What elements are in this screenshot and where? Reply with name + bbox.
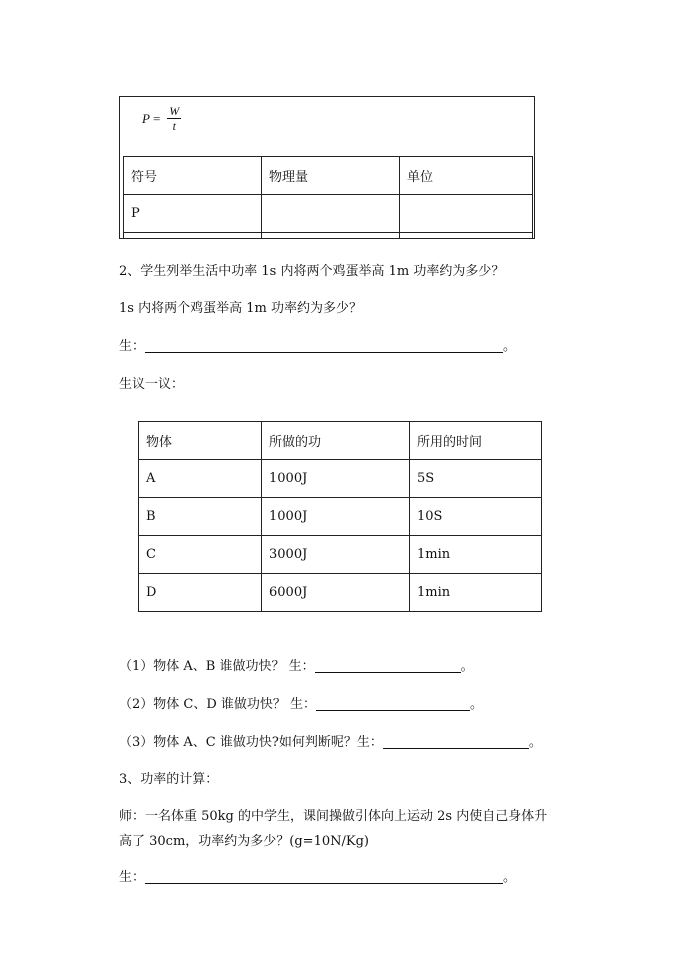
- table-cell: 1min: [410, 536, 542, 574]
- subquestion-text: （2）物体 C、D 谁做功快？ 生：: [119, 697, 317, 712]
- answer-suffix: 。: [503, 339, 517, 354]
- subquestion-text: （1）物体 A、B 谁做功快？ 生：: [119, 659, 315, 674]
- table-cell: 3000J: [262, 536, 410, 574]
- answer-blank[interactable]: [316, 698, 470, 711]
- answer-blank[interactable]: [315, 660, 461, 673]
- table-cell: P: [124, 195, 262, 233]
- formula-numerator: W: [169, 104, 180, 118]
- table-row: [139, 498, 542, 536]
- question-2-line2: 1s 内将两个鸡蛋举高 1m 功率约为多少？: [119, 301, 362, 316]
- header-cell: 符号: [124, 157, 262, 195]
- answer-blank[interactable]: [145, 340, 503, 353]
- table-cell: B: [139, 498, 262, 536]
- header-cell: 所做的功: [262, 422, 410, 460]
- table-cell: A: [139, 460, 262, 498]
- header-cell: 所用的时间: [410, 422, 542, 460]
- table-cell: D: [139, 574, 262, 612]
- table-header-row: [124, 157, 533, 195]
- answer-suffix: 。: [470, 697, 484, 712]
- answer-line-q2: [119, 335, 516, 354]
- work-time-table: [138, 421, 542, 612]
- table-header-row: [139, 422, 542, 460]
- table-cell: [124, 233, 262, 240]
- discuss-title: 生议一议：: [119, 377, 185, 392]
- answer-suffix: 。: [503, 870, 517, 885]
- table-row: [139, 536, 542, 574]
- table-row: [124, 195, 533, 233]
- answer-blank[interactable]: [383, 736, 529, 749]
- formula-fraction: [167, 104, 181, 133]
- table-cell: [400, 233, 533, 240]
- table-cell: C: [139, 536, 262, 574]
- table-row: [139, 460, 542, 498]
- answer-prefix: 生：: [119, 870, 146, 885]
- subquestion-3: [119, 731, 542, 750]
- subquestion-2: [119, 693, 483, 712]
- question-3-title: 3、功率的计算：: [119, 772, 219, 787]
- symbol-table: [123, 156, 533, 239]
- header-cell: 单位: [400, 157, 533, 195]
- power-formula: [142, 104, 181, 133]
- question-2-line1: 2、学生列举生活中功率 1s 内将两个鸡蛋举高 1m 功率约为多少？: [119, 264, 505, 279]
- table-cell: 1000J: [262, 460, 410, 498]
- table-cell: 6000J: [262, 574, 410, 612]
- table-cell: [262, 195, 400, 233]
- answer-line-q3: [119, 866, 516, 885]
- subquestion-text: （3）物体 A、C 谁做功快?如何判断呢？生：: [119, 735, 383, 750]
- answer-suffix: 。: [460, 659, 474, 674]
- answer-prefix: 生：: [119, 339, 146, 354]
- table-row-partial: [124, 233, 533, 240]
- table-cell: [400, 195, 533, 233]
- formula-lhs: P: [142, 110, 150, 126]
- answer-blank[interactable]: [145, 871, 503, 884]
- header-cell: 物理量: [262, 157, 400, 195]
- question-3-para1: 师：一名体重 50kg 的中学生，课间操做引体向上运动 2s 内使自己身体升: [119, 809, 548, 824]
- table-cell: [262, 233, 400, 240]
- formula-denominator: t: [172, 119, 176, 133]
- question-3-para2: 高了 30cm，功率约为多少？(g=10N/Kg): [119, 834, 369, 849]
- table-cell: 1min: [410, 574, 542, 612]
- table-cell: 10S: [410, 498, 542, 536]
- table-row: [139, 574, 542, 612]
- table-cell: 5S: [410, 460, 542, 498]
- answer-suffix: 。: [528, 735, 542, 750]
- subquestion-1: [119, 655, 474, 674]
- table-cell: 1000J: [262, 498, 410, 536]
- formula-equals: =: [152, 110, 161, 126]
- header-cell: 物体: [139, 422, 262, 460]
